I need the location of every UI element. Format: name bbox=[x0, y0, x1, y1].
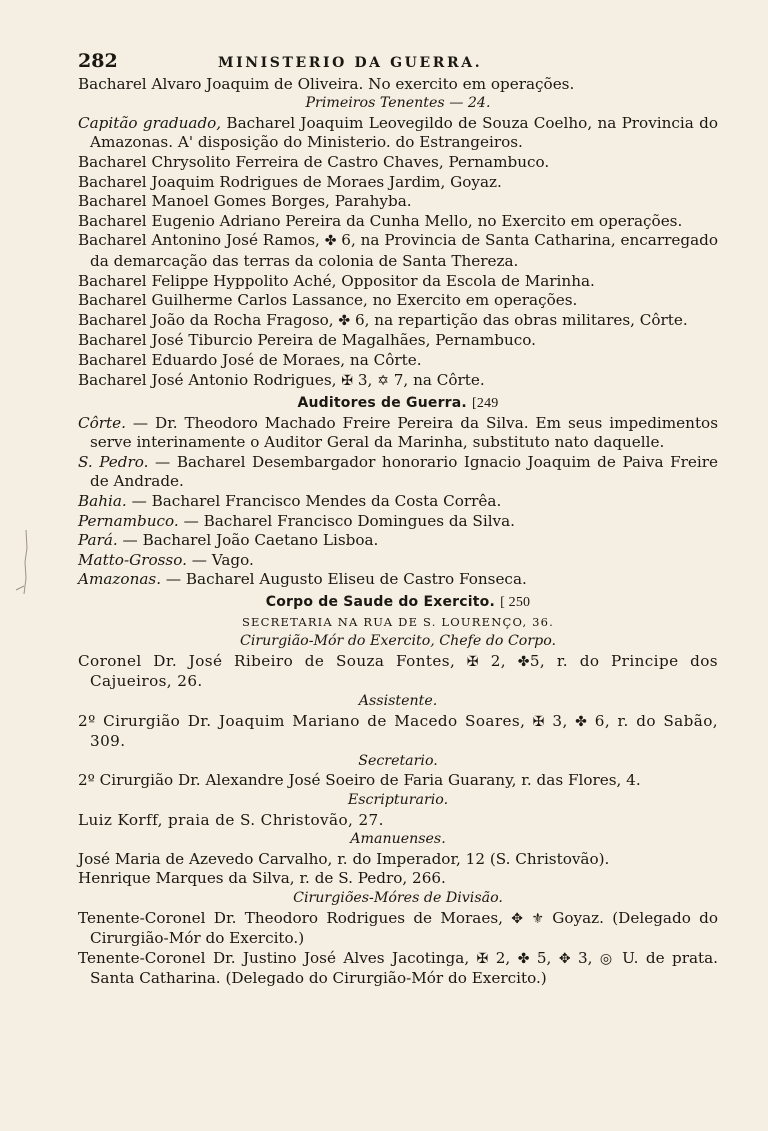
order-rose-icon: ✤ bbox=[324, 233, 337, 250]
label-assistente: Assistente. bbox=[358, 693, 438, 709]
list-item bbox=[78, 949, 718, 989]
entry-text: Goyaz. (Delegado do Cirurgião-Mór do Exercito.) bbox=[90, 908, 719, 948]
section-title-text: Corpo de Saude do Exercito. bbox=[265, 594, 495, 611]
section-ref: [ 250 bbox=[500, 595, 531, 611]
running-title: MINISTERIO DA GUERRA. bbox=[218, 55, 483, 71]
entry-text: 5, r. do Principe dos Cajueiros, 26. bbox=[90, 651, 718, 691]
list-item bbox=[78, 231, 718, 271]
list-item: Bacharel Eduardo José de Moraes, na Côrte. bbox=[78, 350, 422, 369]
entry-text: — Bacharel Francisco Domingues da Silva. bbox=[178, 511, 516, 530]
document-page bbox=[78, 52, 718, 989]
order-cross-icon: ✠ bbox=[476, 950, 489, 967]
entry-text: Bacharel José Antonio Rodrigues, bbox=[78, 370, 337, 389]
list-item: 2º Cirurgião Dr. Alexandre José Soeiro de Faria Guarany, r. das Flores, 4. bbox=[78, 771, 641, 790]
list-item bbox=[78, 551, 718, 571]
place-name: Côrte. bbox=[78, 413, 126, 432]
list-item: Henrique Marques da Silva, r. de S. Pedro, 266. bbox=[78, 869, 446, 888]
entry-text: 3, bbox=[570, 948, 593, 967]
list-item bbox=[78, 453, 718, 492]
secretaria-address: SECRETARIA NA RUA DE S. LOURENÇO, 36. bbox=[241, 614, 555, 629]
entry-text: Tenente-Coronel Dr. Theodoro Rodrigues de Moraes, bbox=[78, 908, 503, 927]
list-item: Bacharel Joaquim Rodrigues de Moraes Jardim, Goyaz. bbox=[78, 172, 502, 191]
label-amanuenses: Amanuenses. bbox=[350, 831, 446, 848]
order-rose-icon: ✤ bbox=[575, 713, 588, 730]
list-item: Bacharel Eugenio Adriano Pereira da Cunha Mello, no Exercito em operações. bbox=[78, 211, 683, 230]
section-title-auditores bbox=[78, 394, 718, 414]
place-name: Amazonas. bbox=[78, 570, 162, 589]
place-name: Pará. bbox=[78, 531, 118, 550]
list-item bbox=[78, 492, 718, 512]
order-cross-icon: ✠ bbox=[532, 713, 545, 730]
entry-text: Bacharel Joaquim Leovegildo de Souza Coelho, na Provincia do Amazonas. A' disposição do Ministerio. do Estrangeiros. bbox=[90, 113, 718, 152]
list-item bbox=[78, 712, 718, 752]
entry-text: Bacharel Antonino José Ramos, bbox=[78, 231, 320, 250]
entry-text: — Bacharel João Caetano Lisboa. bbox=[117, 531, 379, 550]
order-cross-icon: ✠ bbox=[466, 653, 480, 670]
list-item bbox=[78, 311, 718, 332]
entry-text: Bacharel João da Rocha Fragoso, bbox=[78, 310, 334, 329]
list-item: Luiz Korff, praia de S. Christovão, 27. bbox=[78, 810, 384, 829]
list-item: Bacharel Felippe Hyppolito Aché, Oppositor da Escola de Marinha. bbox=[78, 271, 595, 290]
list-item: Bacharel Manoel Gomes Borges, Parahyba. bbox=[78, 192, 412, 211]
order-star-icon: ✡ bbox=[377, 372, 389, 389]
entry-text: 5, bbox=[529, 948, 552, 967]
list-item: Bacharel Alvaro Joaquim de Oliveira. No exercito em operações. bbox=[78, 74, 575, 93]
label-escripturario: Escripturario. bbox=[347, 791, 449, 808]
list-item bbox=[78, 512, 718, 532]
entry-text: 2, bbox=[479, 651, 507, 670]
entry-text: — Bacharel Desembargador honorario Ignacio Joaquim de Paiva Freire de Andrade. bbox=[90, 452, 719, 491]
list-item: José Maria de Azevedo Carvalho, r. do Imperador, 12 (S. Christovão). bbox=[78, 849, 610, 868]
section-ref: [249 bbox=[472, 396, 499, 412]
medal-icon: ◎ bbox=[599, 950, 615, 967]
section-subheading-primeiros-tenentes: Primeiros Tenentes — 24. bbox=[305, 95, 491, 112]
page-header bbox=[78, 52, 718, 74]
list-item bbox=[78, 652, 718, 692]
list-item bbox=[78, 114, 718, 153]
page-number: 282 bbox=[78, 50, 118, 72]
section-title-text: Auditores de Guerra. bbox=[297, 395, 467, 412]
place-name: Pernambuco. bbox=[78, 511, 179, 530]
margin-stain-decoration bbox=[12, 528, 38, 600]
order-cross-icon: ✠ bbox=[341, 372, 354, 389]
list-item bbox=[78, 371, 718, 392]
list-item: Bacharel Guilherme Carlos Lassance, no Exercito em operações. bbox=[78, 291, 578, 310]
place-name: Bahia. bbox=[78, 492, 127, 511]
section-subheading-chefe: Cirurgião-Mór do Exercito, Chefe do Corpo. bbox=[239, 633, 557, 650]
entry-text: — Bacharel Augusto Eliseu de Castro Fonseca. bbox=[161, 570, 527, 589]
list-item bbox=[78, 909, 718, 949]
order-rose-icon: ✤ bbox=[517, 653, 530, 670]
place-name: S. Pedro. bbox=[78, 452, 149, 471]
list-item: Bacharel José Tiburcio Pereira de Magalhães, Pernambuco. bbox=[78, 331, 536, 350]
entry-text: 6, na Provincia de Santa Catharina, encarregado da demarcação das terras da colonia de Santa Thereza. bbox=[90, 231, 718, 270]
entry-text: U. de prata. Santa Catharina. (Delegado do Cirurgião-Mór do Exercito.) bbox=[90, 948, 719, 988]
entry-text: 2º Cirurgião Dr. Joaquim Mariano de Macedo Soares, bbox=[78, 711, 526, 730]
entry-text: 7, na Côrte. bbox=[388, 370, 485, 389]
entry-text: Coronel Dr. José Ribeiro de Souza Fontes, bbox=[78, 651, 456, 670]
entry-text: 3, bbox=[544, 711, 568, 730]
entry-text: — Bacharel Francisco Mendes da Costa Corrêa. bbox=[126, 492, 502, 511]
order-rose-icon: ✤ bbox=[338, 312, 351, 329]
entry-text: Tenente-Coronel Dr. Justino José Alves Jacotinga, bbox=[78, 948, 470, 967]
order-fleur-icon: ⚜ bbox=[531, 910, 544, 927]
order-cross-patty-icon: ✥ bbox=[511, 910, 524, 927]
entry-text: 2, bbox=[488, 948, 511, 967]
list-item bbox=[78, 414, 718, 453]
list-item bbox=[78, 531, 718, 551]
entry-lead: Capitão graduado, bbox=[78, 113, 222, 132]
list-item: Bacharel Chrysolito Ferreira de Castro Chaves, Pernambuco. bbox=[78, 152, 550, 171]
label-secretario: Secretario. bbox=[358, 752, 438, 769]
order-cross-patty-icon: ✥ bbox=[558, 950, 571, 967]
entry-text: — Dr. Theodoro Machado Freire Pereira da Silva. Em seus impedimentos serve interinamente o Auditor Geral da Marinha, substituto nato daquelle. bbox=[90, 413, 718, 452]
entry-text: — Vago. bbox=[186, 550, 254, 569]
entry-text: 6, r. do Sabão, 309. bbox=[90, 711, 718, 751]
place-name: Matto-Grosso. bbox=[78, 550, 187, 569]
entry-text: 3, bbox=[353, 370, 373, 389]
entry-text: 6, na repartição das obras militares, Côrte. bbox=[350, 310, 688, 329]
label-cirurgioes-divisao: Cirurgiões-Móres de Divisão. bbox=[293, 889, 503, 906]
order-rose-icon: ✤ bbox=[517, 950, 530, 967]
section-title-corpo-saude bbox=[78, 593, 718, 613]
list-item bbox=[78, 570, 718, 590]
